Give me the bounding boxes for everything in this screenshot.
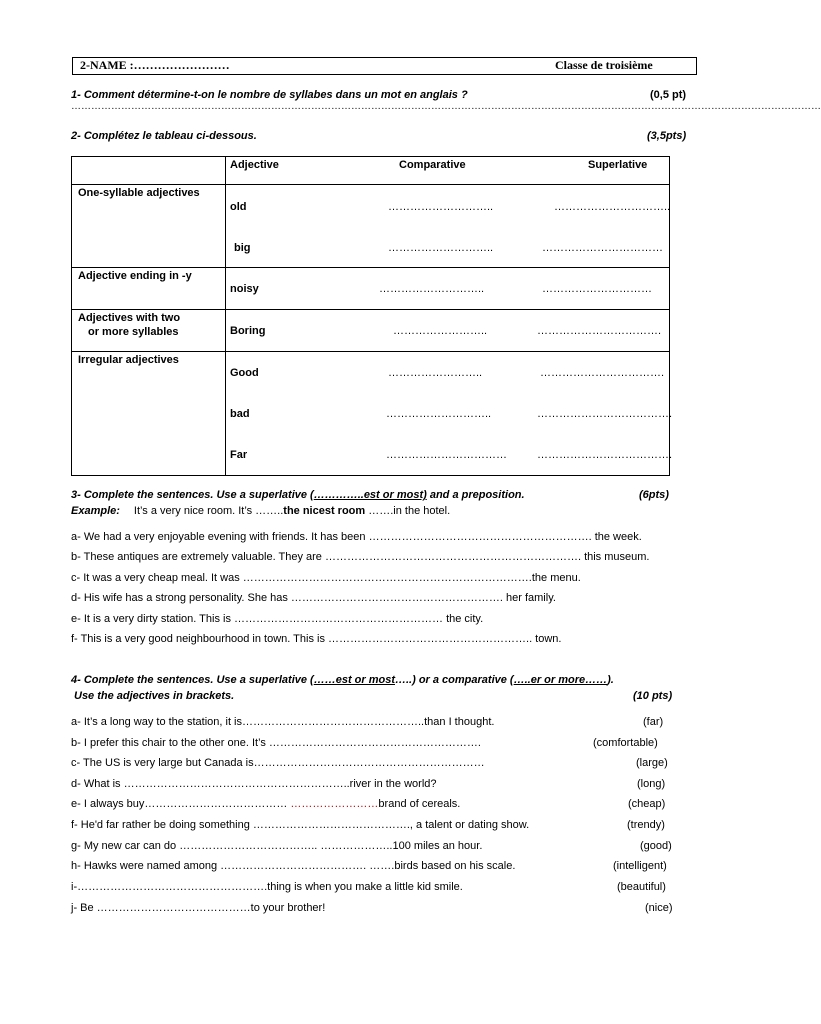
question-2-points: (3,5pts) [647, 130, 687, 142]
q4-hint: (cheap) [628, 798, 666, 810]
comparative-blank: ……………………….. [386, 408, 492, 420]
q4-hint: (far) [643, 716, 664, 728]
word-old: old [230, 201, 247, 213]
superlative-blank: ………………………… [542, 283, 652, 295]
question-1: 1- Comment détermine-t-on le nombre de syllabes dans un mot en anglais ? [71, 89, 468, 101]
comparative-blank: ……………………….. [388, 201, 494, 213]
table-corner-cell [72, 157, 226, 185]
category-irregular: Irregular adjectives [72, 352, 226, 476]
comparative-blank: ……………………….. [379, 283, 485, 295]
question-4: 4- Complete the sentences. Use a superlative (……est or most…..) or a comparative (…..er or more……). [71, 674, 614, 686]
question-4-points: (10 pts) [633, 690, 673, 702]
q3-item: f- This is a very good neighbourhood in town. This is ……………………………………………….. town. [71, 633, 562, 645]
category-one-syllable: One-syllable adjectives [72, 185, 226, 268]
superlative-blank: ………………………………. [537, 408, 673, 420]
word-bad: bad [230, 408, 250, 420]
comparative-blank: …………………………… [386, 449, 507, 461]
q4-hint: (good) [640, 840, 672, 852]
question-4-instruction: Use the adjectives in brackets. [74, 690, 235, 702]
q4-item: b- I prefer this chair to the other one. It’s …………………………………………………. [71, 737, 481, 749]
header-adjective: Adjective [230, 159, 279, 171]
word-far: Far [230, 449, 248, 461]
table-header-row [226, 157, 670, 185]
superlative-blank: ………………………………. [537, 449, 673, 461]
question-1-points: (0,5 pt) [650, 89, 687, 101]
superlative-blank: ……………………………. [540, 367, 665, 379]
category-ending-y: Adjective ending in -y [72, 268, 226, 310]
q4-hint: (intelligent) [613, 860, 667, 872]
q4-item: c- The US is very large but Canada is……………………………………………………… [71, 757, 485, 769]
name-field-label: 2-NAME :…………………… [80, 58, 230, 72]
q4-item: f- He'd far rather be doing something ……………………………………., a talent or dating show. [71, 819, 530, 831]
q4-item: g- My new car can do ……………………………….. ………………..100 miles an hour. [71, 840, 483, 852]
q4-item: j- Be ……………………………………to your brother! [71, 902, 326, 914]
adjective-table [71, 156, 673, 476]
q3-item: e- It is a very dirty station. This is ………………………………………………… the city. [71, 613, 484, 625]
row-one-syllable [226, 185, 670, 268]
superlative-blank: …………………………… [542, 242, 663, 254]
q3-item: d- His wife has a strong personality. She has …………………………………………………. her family. [71, 592, 556, 604]
row-two-or-more [226, 310, 670, 352]
category-two-or-more: Adjectives with two or more syllables [72, 310, 226, 352]
q3-item: b- These antiques are extremely valuable. They are ……………………………………………………………. this museum. [71, 551, 650, 563]
q4-hint: (nice) [645, 902, 673, 914]
question-3: 3- Complete the sentences. Use a superlative (…………..est or most) and a preposition. [71, 489, 525, 501]
word-big: big [234, 242, 251, 254]
question-3-example: Example: It’s a very nice room. It’s ……..the nicest room …….in the hotel. [71, 505, 451, 517]
q4-hint: (large) [636, 757, 668, 769]
comparative-blank: …………………….. [393, 325, 488, 337]
superlative-blank: ………………………….. [554, 201, 671, 213]
q4-item: d- What is ……………………………………………………..river in the world? [71, 778, 437, 790]
question-1-answer-line: ……………………………………………………………………………………………………………………………………………………………………………………………………… [71, 101, 821, 112]
q4-item: i-…………………………………………….thing is when you make a little kid smile. [71, 881, 463, 893]
question-3-points: (6pts) [639, 489, 669, 501]
header-comparative: Comparative [399, 159, 466, 171]
row-ending-y [226, 268, 670, 310]
q4-item: h- Hawks were named among …………………………………. …….birds based on his scale. [71, 860, 516, 872]
q3-item: a- We had a very enjoyable evening with friends. It has been ……………………………………………………. the week. [71, 531, 642, 543]
q4-hint: (beautiful) [617, 881, 666, 893]
q4-item: a- It’s a long way to the station, it is…………………………………………..than I thought. [71, 716, 495, 728]
q4-hint: (comfortable) [593, 737, 658, 749]
word-noisy: noisy [230, 283, 259, 295]
word-boring: Boring [230, 325, 266, 337]
comparative-blank: …………………….. [388, 367, 483, 379]
comparative-blank: ……………………….. [388, 242, 494, 254]
superlative-blank: ……………………………. [537, 325, 662, 337]
class-label: Classe de troisième [555, 58, 653, 72]
q4-item: e- I always buy………………………………… ……………………brand of cereals. [71, 798, 461, 810]
row-irregular [226, 352, 673, 476]
header-superlative: Superlative [588, 159, 648, 171]
word-good: Good [230, 367, 259, 379]
question-2: 2- Complétez le tableau ci-dessous. [71, 130, 257, 142]
q3-item: c- It was a very cheap meal. It was …………………………………………………………………….the menu. [71, 572, 581, 584]
q4-hint: (trendy) [627, 819, 665, 831]
q4-hint: (long) [637, 778, 666, 790]
